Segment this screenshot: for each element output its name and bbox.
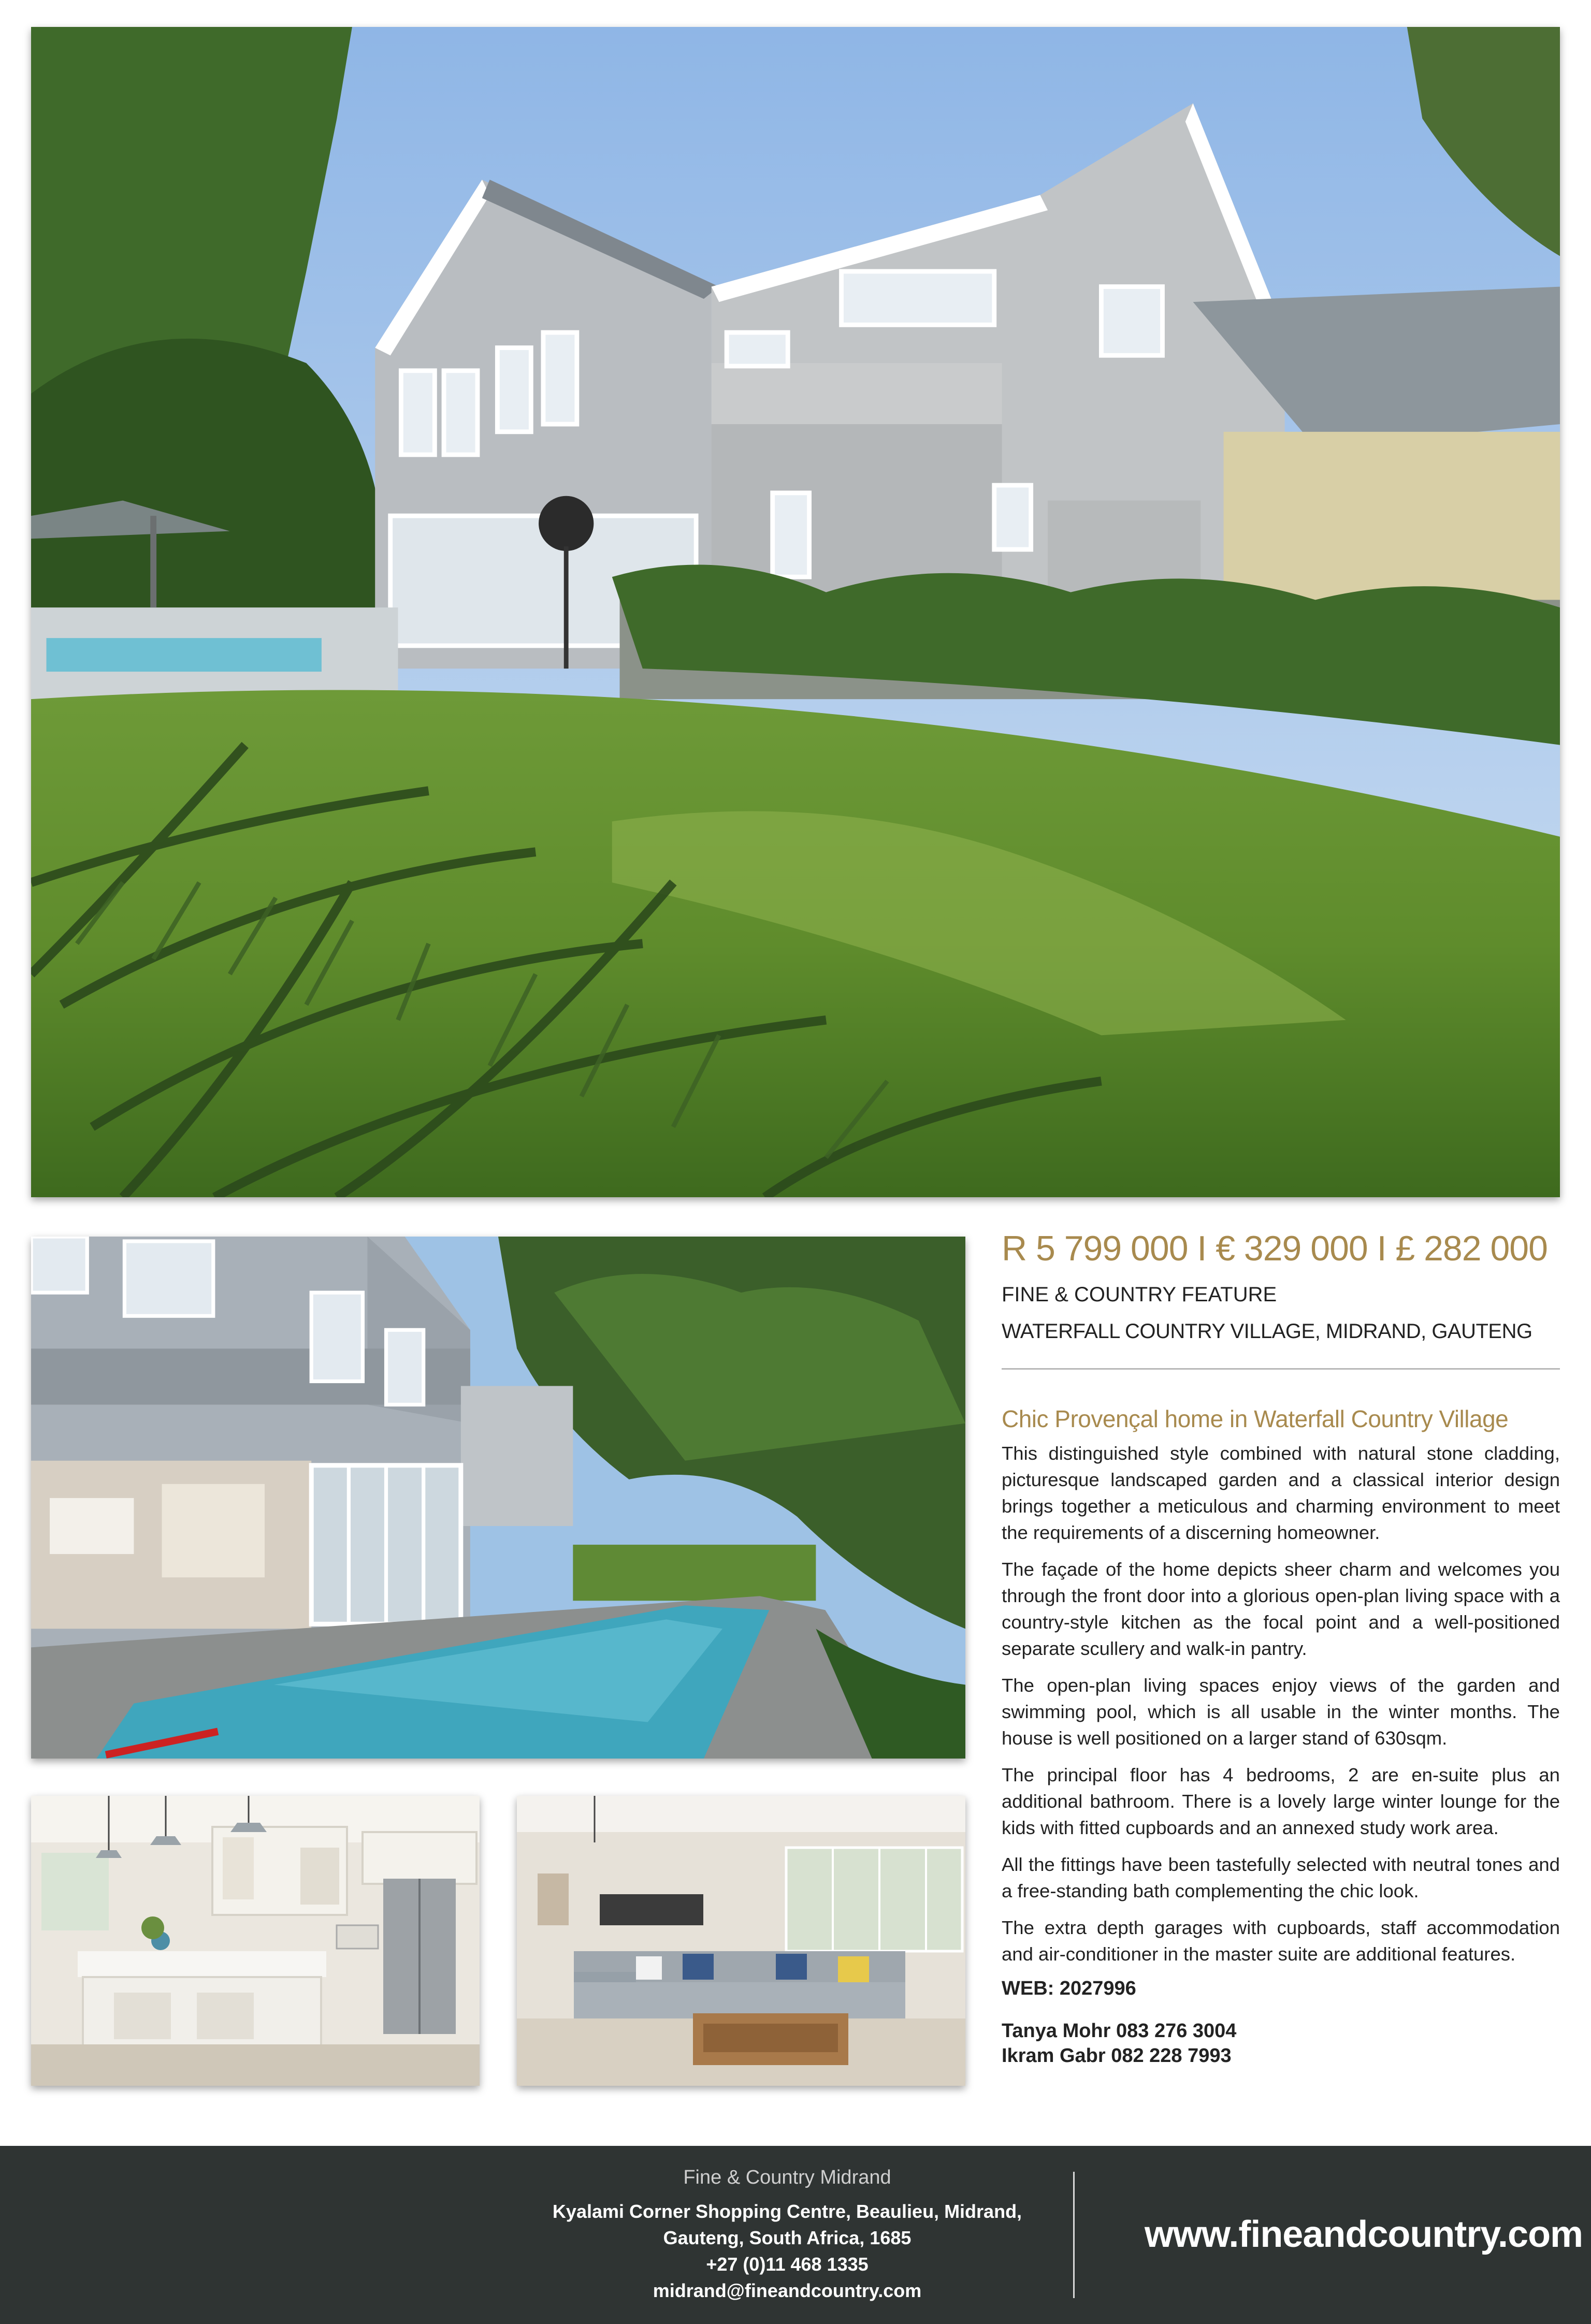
description-paragraph: The extra depth garages with cupboards, staff accommodation and air-conditioner in the master suite are additional features.	[1002, 1917, 1560, 1965]
description-paragraph: The principal floor has 4 bedrooms, 2 are en-suite plus an additional bathroom. There is a lovely large winter lounge for the kids with fitted cupboards and an annexed study work area.	[1002, 1764, 1560, 1838]
agent-contacts	[1002, 2018, 1560, 2068]
listing-headline: Chic Provençal home in Waterfall Country Village	[1002, 1405, 1509, 1432]
description-paragraph: This distinguished style combined with natural stone cladding, picturesque landscaped garden and a classical interior design brings together a meticulous and charming environment to meet the requirements of a discerning homeowner.	[1002, 1443, 1560, 1543]
agent-contact: Ikram Gabr 082 228 7993	[1002, 2045, 1232, 2067]
pool-garden-photo	[31, 1237, 965, 1759]
footer-bar	[0, 2146, 1591, 2324]
footer-divider	[1073, 2172, 1075, 2298]
description-paragraph: All the fittings have been tastefully selected with neutral tones and a free-standing bath complementing the chic look.	[1002, 1854, 1560, 1901]
description-paragraph: The façade of the home depicts sheer charm and welcomes you through the front door into a glorious open-plan living space with a country-style kitchen as the focal point and a well-positioned separate scullery and walk-in pantry.	[1002, 1559, 1560, 1659]
agent-contact: Tanya Mohr 083 276 3004	[1002, 2020, 1237, 2042]
office-address-line: Kyalami Corner Shopping Centre, Beaulieu, Midrand,	[552, 2201, 1022, 2222]
office-phone: +27 (0)11 468 1335	[706, 2254, 869, 2275]
office-name: Fine & Country Midrand	[683, 2167, 891, 2188]
section-divider	[1002, 1368, 1560, 1370]
feature-label: FINE & COUNTRY FEATURE	[1002, 1283, 1277, 1306]
kitchen-photo	[31, 1796, 480, 2086]
office-contact	[425, 2167, 1150, 2304]
office-address-line: Gauteng, South Africa, 1685	[663, 2227, 912, 2248]
website-link[interactable]: www.fineandcountry.com	[1145, 2214, 1583, 2255]
listing-details	[1002, 1228, 1560, 2068]
location-line: WATERFALL COUNTRY VILLAGE, MIDRAND, GAUTENG	[1002, 1320, 1532, 1343]
office-email[interactable]: midrand@fineandcountry.com	[653, 2280, 922, 2301]
lounge-photo	[517, 1796, 965, 2086]
price-line: R 5 799 000 I € 329 000 I £ 282 000	[1002, 1229, 1547, 1268]
description-paragraph: The open-plan living spaces enjoy views of the garden and swimming pool, which is all usable in the winter months. The house is well positioned on a larger stand of 630sqm.	[1002, 1675, 1560, 1749]
hero-house-photo	[31, 27, 1560, 1197]
web-reference: WEB: 2027996	[1002, 1978, 1136, 1999]
